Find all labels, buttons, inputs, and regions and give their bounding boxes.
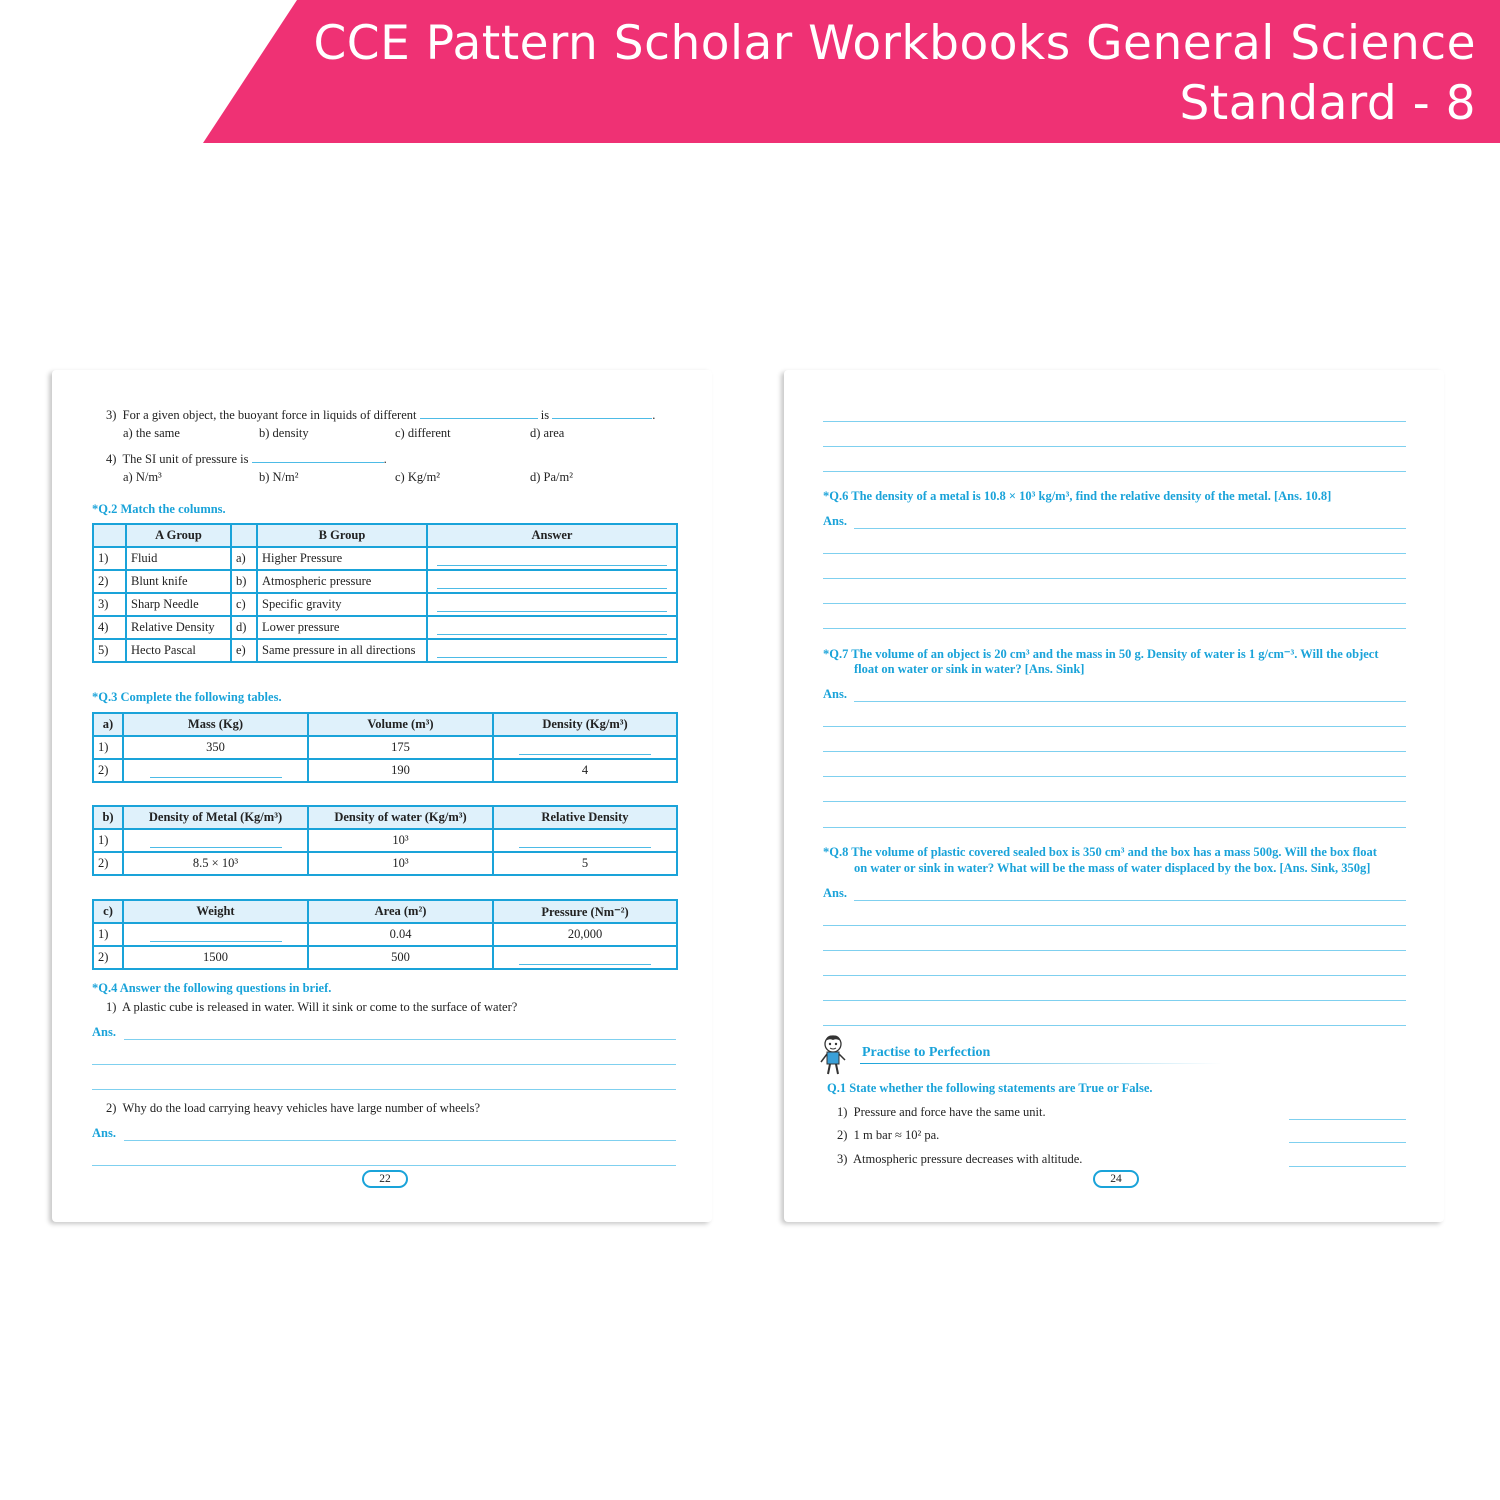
a-group-cell: Hecto Pascal: [126, 639, 231, 662]
complete-table-a: [92, 712, 678, 783]
question-number: 4): [106, 452, 117, 466]
answer-blank: [420, 407, 538, 419]
true-false-item-1: [837, 1105, 1046, 1120]
match-columns-table: [92, 523, 678, 663]
answer-line[interactable]: [1289, 1142, 1406, 1143]
question-7-continued: float on water or sink in water? [Ans. Sink]: [854, 662, 1085, 676]
header-cell: Density of water (Kg/m³): [308, 806, 493, 829]
value-cell: 1500: [123, 946, 308, 969]
value-cell: 4: [493, 759, 677, 782]
value-cell: 8.5 × 10³: [123, 852, 308, 875]
fill-blank-question-3: 3) For a given object, the buoyant force in liquids of different is .: [106, 408, 656, 422]
answer-line[interactable]: [823, 726, 1406, 727]
answer-line[interactable]: [92, 1165, 676, 1166]
option-b: b) density: [259, 426, 309, 440]
answer-line[interactable]: [823, 925, 1406, 926]
title-banner: [0, 0, 1500, 143]
match-columns-heading: *Q.2 Match the columns.: [92, 502, 226, 516]
answer-line[interactable]: [854, 900, 1406, 901]
option-a: a) the same: [123, 426, 180, 440]
question-8-continued: on water or sink in water? What will be the mass of water displaced by the box. [Ans. Sink, 350g]: [854, 861, 1371, 875]
complete-tables-heading: *Q.3 Complete the following tables.: [92, 690, 282, 704]
row-letter: e): [231, 639, 257, 662]
brief-question-1: [106, 1000, 517, 1015]
table-label: b): [93, 806, 123, 829]
page-number: 24: [1093, 1170, 1139, 1188]
answer-line[interactable]: [823, 421, 1406, 422]
brief-answers-heading: *Q.4 Answer the following questions in brief.: [92, 981, 332, 995]
table-row: [93, 852, 677, 875]
row-number: 4): [93, 616, 126, 639]
b-group-cell: Higher Pressure: [257, 547, 427, 570]
header-cell: Relative Density: [493, 806, 677, 829]
option-d: d) Pa/m²: [530, 470, 573, 484]
table-header-row: [93, 524, 677, 547]
answer-label: Ans.: [823, 886, 847, 900]
header-answer: Answer: [427, 524, 677, 547]
true-false-question: Q.1 State whether the following statements are True or False.: [827, 1081, 1153, 1095]
answer-line[interactable]: [823, 751, 1406, 752]
answer-line[interactable]: [823, 975, 1406, 976]
option-b: b) N/m²: [259, 470, 299, 484]
workbook-page-24: [784, 370, 1444, 1222]
question-text: A plastic cube is released in water. Will it sink or come to the surface of water?: [121, 1000, 518, 1014]
practise-to-perfection-title: Practise to Perfection: [862, 1045, 991, 1060]
question-6: *Q.6 The density of a metal is 10.8 × 10³ kg/m³, find the relative density of the metal. [Ans. 10.8]: [823, 489, 1332, 503]
a-group-cell: Sharp Needle: [126, 593, 231, 616]
answer-line[interactable]: [823, 578, 1406, 579]
answer-line[interactable]: [823, 603, 1406, 604]
answer-line[interactable]: [124, 1140, 676, 1141]
header-cell: Density (Kg/m³): [493, 713, 677, 736]
question-number: 3): [106, 408, 117, 422]
table-row: [93, 923, 677, 946]
banner-title: [276, 14, 1476, 134]
table-label: a): [93, 713, 123, 736]
row-number: 2): [93, 570, 126, 593]
option-a: a) N/m³: [123, 470, 162, 484]
option-c: c) Kg/m²: [395, 470, 441, 484]
header-cell: Volume (m³): [308, 713, 493, 736]
statement-text: Pressure and force have the same unit.: [853, 1105, 1046, 1119]
answer-line[interactable]: [823, 827, 1406, 828]
question-number: 2): [106, 1101, 117, 1115]
row-number: 2): [93, 946, 123, 969]
question-7: *Q.7 The volume of an object is 20 cm³ and the mass in 50 g. Density of water is 1 g/cm⁻³. Will the object: [823, 647, 1379, 661]
row-letter: c): [231, 593, 257, 616]
a-group-cell: Relative Density: [126, 616, 231, 639]
option-d: d) area: [530, 426, 565, 440]
answer-line[interactable]: [92, 1064, 676, 1065]
answer-line[interactable]: [854, 528, 1406, 529]
blank-cell[interactable]: [123, 759, 308, 782]
true-false-item-3: [837, 1152, 1082, 1167]
row-letter: b): [231, 570, 257, 593]
row-letter: a): [231, 547, 257, 570]
item-number: 1): [837, 1105, 848, 1119]
statement-text: Atmospheric pressure decreases with altitude.: [852, 1152, 1083, 1166]
statement-text: 1 m bar ≈ 10² pa.: [853, 1128, 940, 1142]
a-group-cell: Blunt knife: [126, 570, 231, 593]
brief-question-2: [106, 1101, 480, 1116]
section-underline: [860, 1063, 1222, 1064]
value-cell: 175: [308, 736, 493, 759]
blank-cell[interactable]: [123, 923, 308, 946]
answer-line[interactable]: [823, 446, 1406, 447]
answer-line[interactable]: [823, 553, 1406, 554]
value-cell: 10³: [308, 852, 493, 875]
question-number: 1): [106, 1000, 117, 1014]
question-text: Why do the load carrying heavy vehicles have large number of wheels?: [122, 1101, 481, 1115]
row-number: 1): [93, 736, 123, 759]
answer-line[interactable]: [823, 1025, 1406, 1026]
blank-cell[interactable]: [493, 829, 677, 852]
answer-line[interactable]: [823, 471, 1406, 472]
table-row: [93, 570, 677, 593]
header-cell: [231, 524, 257, 547]
answer-label: Ans.: [92, 1126, 116, 1140]
table-row: [93, 616, 677, 639]
answer-blank: [552, 407, 652, 419]
header-cell: Pressure (Nm⁻²): [493, 900, 677, 923]
header-b-group: B Group: [257, 524, 427, 547]
table-row: [93, 639, 677, 662]
blank-cell[interactable]: [493, 736, 677, 759]
answer-line[interactable]: [92, 1089, 676, 1090]
table-row: [93, 759, 677, 782]
answer-blank: [252, 451, 384, 463]
table-row: [93, 829, 677, 852]
banner-title-line2: Standard - 8: [1179, 76, 1476, 131]
b-group-cell: Specific gravity: [257, 593, 427, 616]
row-number: 2): [93, 852, 123, 875]
value-cell: 500: [308, 946, 493, 969]
answer-line[interactable]: [823, 801, 1406, 802]
answer-line[interactable]: [1289, 1119, 1406, 1120]
row-number: 1): [93, 547, 126, 570]
answer-line[interactable]: [823, 776, 1406, 777]
answer-cell[interactable]: [427, 593, 677, 616]
complete-table-c: [92, 899, 678, 970]
item-number: 3): [837, 1152, 848, 1166]
value-cell: 5: [493, 852, 677, 875]
row-number: 1): [93, 923, 123, 946]
b-group-cell: Lower pressure: [257, 616, 427, 639]
answer-cell[interactable]: [427, 639, 677, 662]
question-text: The SI unit of pressure is: [122, 452, 249, 466]
answer-cell[interactable]: [427, 547, 677, 570]
cartoon-boy-icon: [818, 1034, 848, 1076]
header-cell: Area (m²): [308, 900, 493, 923]
value-cell: 0.04: [308, 923, 493, 946]
b-group-cell: Same pressure in all directions: [257, 639, 427, 662]
answer-cell[interactable]: [427, 570, 677, 593]
b-group-cell: Atmospheric pressure: [257, 570, 427, 593]
true-false-item-2: [837, 1128, 939, 1143]
banner-title-line1: CCE Pattern Scholar Workbooks General Science: [313, 16, 1476, 71]
header-cell: Density of Metal (Kg/m³): [123, 806, 308, 829]
table-row: [93, 946, 677, 969]
table-header-row: [93, 713, 677, 736]
table-row: [93, 547, 677, 570]
page-number: 22: [362, 1170, 408, 1188]
answer-line[interactable]: [823, 1000, 1406, 1001]
header-cell: Mass (Kg): [123, 713, 308, 736]
fill-blank-question-4: 4) The SI unit of pressure is .: [106, 452, 387, 466]
row-number: 3): [93, 593, 126, 616]
question-8: *Q.8 The volume of plastic covered sealed box is 350 cm³ and the box has a mass 500g. Will the box float: [823, 845, 1377, 859]
answer-line[interactable]: [823, 628, 1406, 629]
header-a-group: A Group: [126, 524, 231, 547]
blank-cell[interactable]: [493, 946, 677, 969]
answer-label: Ans.: [823, 514, 847, 528]
option-c: c) different: [395, 426, 451, 440]
table-header-row: [93, 900, 677, 923]
header-cell: [93, 524, 126, 547]
table-row: [93, 593, 677, 616]
answer-label: Ans.: [92, 1025, 116, 1039]
answer-label: Ans.: [823, 687, 847, 701]
header-cell: Weight: [123, 900, 308, 923]
value-cell: 20,000: [493, 923, 677, 946]
value-cell: 350: [123, 736, 308, 759]
row-number: 1): [93, 829, 123, 852]
table-row: [93, 736, 677, 759]
answer-line[interactable]: [823, 950, 1406, 951]
row-number: 2): [93, 759, 123, 782]
answer-line[interactable]: [124, 1039, 676, 1040]
question-text: is: [540, 408, 550, 422]
table-header-row: [93, 806, 677, 829]
complete-table-b: [92, 805, 678, 876]
a-group-cell: Fluid: [126, 547, 231, 570]
answer-line[interactable]: [1289, 1166, 1406, 1167]
answer-line[interactable]: [854, 701, 1406, 702]
question-text: For a given object, the buoyant force in liquids of different: [122, 408, 417, 422]
value-cell: 190: [308, 759, 493, 782]
blank-cell[interactable]: [123, 829, 308, 852]
value-cell: 10³: [308, 829, 493, 852]
item-number: 2): [837, 1128, 848, 1142]
answer-cell[interactable]: [427, 616, 677, 639]
row-number: 5): [93, 639, 126, 662]
row-letter: d): [231, 616, 257, 639]
workbook-page-22: [52, 370, 712, 1222]
table-label: c): [93, 900, 123, 923]
